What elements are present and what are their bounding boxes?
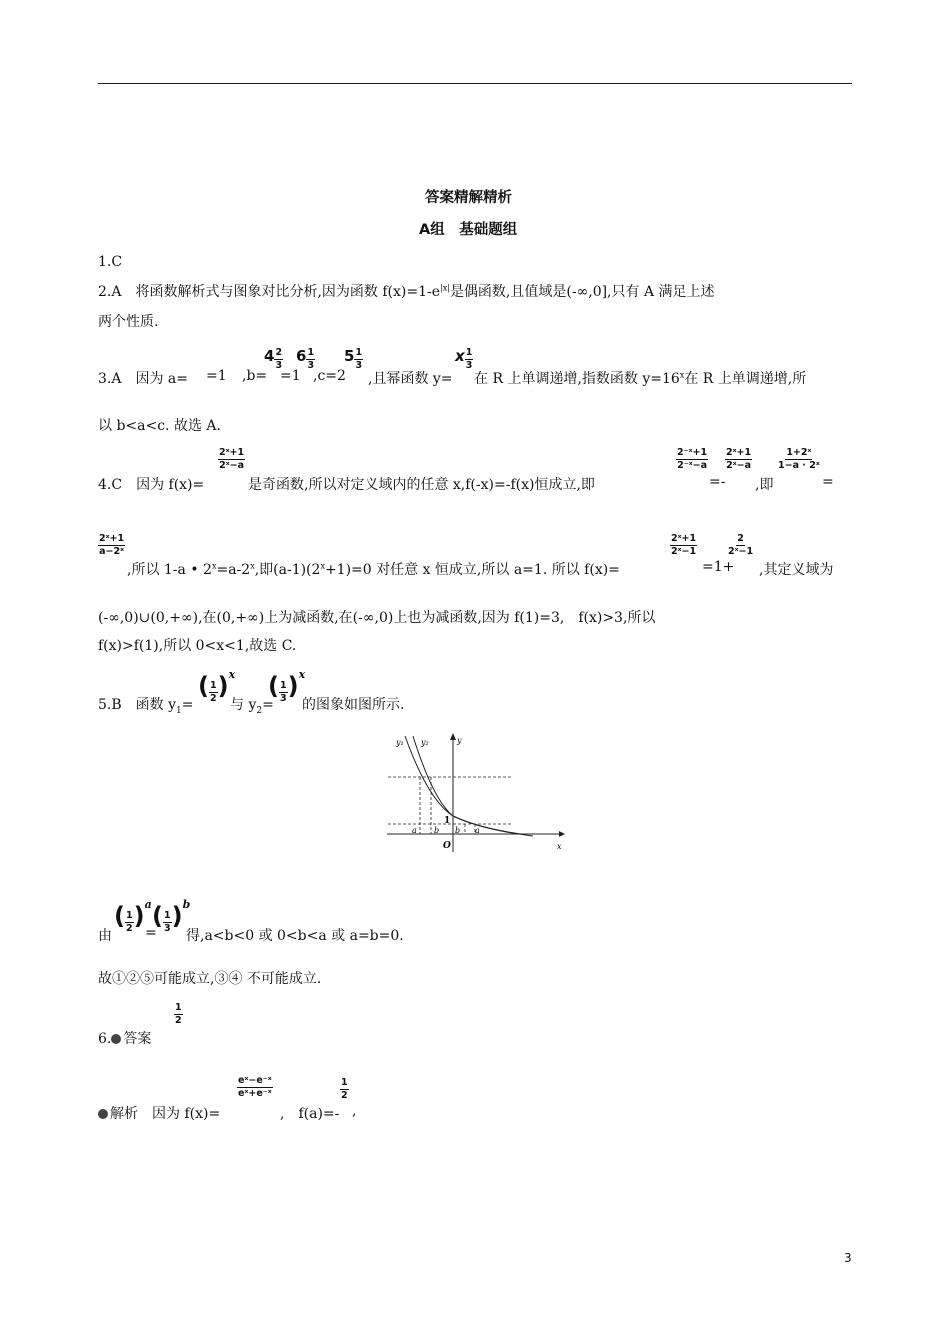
q1-answer: 1.C bbox=[98, 254, 123, 270]
q4-frac-num: 2ˣ+1 bbox=[219, 447, 245, 458]
q4-frac-7 bbox=[727, 534, 754, 557]
q3-term-num: 2 bbox=[275, 347, 283, 358]
q4-frac-den: 2ˣ−a bbox=[219, 459, 244, 471]
q6-frac-den: eˣ+e⁻ˣ bbox=[238, 1087, 272, 1099]
q3-term-num: 1 bbox=[307, 347, 315, 358]
q3-term-den: 3 bbox=[307, 359, 315, 371]
q3-term-base: 5 bbox=[344, 347, 355, 365]
q5-l2-prefix: 由 bbox=[98, 928, 112, 944]
answer-title: 答案精解精析 bbox=[425, 190, 512, 206]
x-axis-arrow bbox=[559, 831, 565, 837]
q4-exp: x bbox=[250, 561, 255, 571]
q4-text-3: =- bbox=[709, 474, 726, 490]
q3-term-den: 3 bbox=[275, 359, 283, 371]
q4-exp: x bbox=[211, 561, 217, 571]
q6-answer-line bbox=[98, 1028, 151, 1048]
q3-prefix: 3.A 因为 a= bbox=[98, 371, 188, 387]
label-origin: O bbox=[443, 841, 451, 851]
q5-exp-b: b bbox=[182, 898, 191, 911]
q3-text-8: 在 R 上单调递增,所 bbox=[684, 371, 807, 387]
q6-frac-2 bbox=[340, 1078, 349, 1101]
label-x: x bbox=[557, 842, 562, 851]
q6-answer-label: 答案 bbox=[123, 1031, 152, 1047]
q4-frac-num: 2⁻ˣ+1 bbox=[677, 447, 708, 458]
q4-frac-3 bbox=[725, 448, 752, 471]
q4-frac-5 bbox=[98, 534, 125, 557]
q5-frac-num: 1 bbox=[163, 910, 171, 921]
q4-exp: x bbox=[320, 561, 325, 571]
q5-base-2: ( $\frac{1}{3}$ )$^x$ bbox=[268, 668, 306, 704]
q6-end: , bbox=[352, 1103, 357, 1119]
q5-l2-base-1: ( $\frac{1}{2}$ )$^a$ bbox=[114, 898, 152, 934]
q5-sub-2: 2 bbox=[256, 705, 263, 716]
q3-term-den: 3 bbox=[465, 359, 473, 371]
q5-text-2: = bbox=[181, 697, 194, 713]
q5-l2-base-2: ( $\frac{1}{3}$ )$^b$ bbox=[152, 898, 191, 934]
q3-term-num: 1 bbox=[355, 347, 363, 358]
q6-frac-num: 1 bbox=[341, 1077, 348, 1088]
label-y1: y₁ bbox=[396, 738, 404, 747]
group-title: A组 基础题组 bbox=[419, 222, 518, 238]
q2-line1 bbox=[98, 281, 715, 301]
q6-fa: , f(a)=- bbox=[280, 1106, 340, 1122]
q4-frac-den: 2ˣ−a bbox=[726, 459, 751, 471]
q2-text-a: 2.A 将函数解析式与图象对比分析,因为函数 f(x)=1-e bbox=[98, 284, 441, 300]
q3-term-c bbox=[344, 347, 363, 371]
q4-text-2: 是奇函数,所以对定义域内的任意 x,f(-x)=-f(x)恒成立,即 bbox=[248, 477, 595, 493]
q4-frac-den: 2ˣ−1 bbox=[671, 545, 697, 557]
page-number: 3 bbox=[844, 1251, 852, 1265]
q3-power: ,且幂函数 y= bbox=[368, 371, 453, 387]
q4-text-9: +1)=0 对任意 x 恒成立,所以 a=1. 所以 f(x)= bbox=[324, 562, 620, 578]
q6-number: 6. bbox=[98, 1031, 112, 1047]
label-y2: y₂ bbox=[421, 738, 429, 747]
q4-text-4: ,即 bbox=[755, 477, 774, 493]
q6-frac-num: 1 bbox=[175, 1002, 182, 1013]
analysis-bullet-icon bbox=[98, 1109, 108, 1119]
label-y: y bbox=[457, 736, 462, 745]
q4-line3: (-∞,0)∪(0,+∞),在(0,+∞)上为减函数,在(-∞,0)上也为减函数,因为 f(1)=3, f(x)>3,所以 bbox=[98, 610, 656, 626]
q4-line2-text bbox=[127, 559, 620, 579]
q3-text-7: 在 R 上单调递增,指数函数 y=16 bbox=[474, 371, 680, 387]
q6-frac-den: 2 bbox=[175, 1014, 182, 1026]
q2-line2: 两个性质. bbox=[98, 314, 159, 330]
label-one: 1 bbox=[444, 816, 451, 826]
q4-frac-den: 2⁻ˣ−a bbox=[677, 459, 708, 471]
q4-text-6: ,所以 1-a • 2 bbox=[127, 562, 212, 578]
curve-y1 bbox=[405, 736, 533, 836]
q2-exponent: |x| bbox=[440, 283, 450, 293]
q5-exp-x: x bbox=[298, 668, 306, 681]
q4-frac-6 bbox=[670, 534, 697, 557]
q5-sub-1: 1 bbox=[176, 705, 182, 716]
q6-frac-1 bbox=[237, 1076, 273, 1099]
q4-frac-4 bbox=[777, 448, 821, 471]
q3-term-num: 1 bbox=[465, 347, 473, 358]
q4-text-5: = bbox=[822, 474, 834, 490]
q4-frac-1 bbox=[218, 448, 245, 471]
q5-l2-text: 得,a<b<0 或 0<b<a 或 a=b=0. bbox=[186, 928, 404, 944]
q4-line4: f(x)>f(1),所以 0<x<1,故选 C. bbox=[98, 638, 297, 654]
exponential-graph bbox=[383, 730, 573, 854]
q5-text-5: 的图象如图所示. bbox=[302, 697, 405, 713]
q4-text-8: ,即(a-1)(2 bbox=[254, 562, 321, 578]
q4-frac-den: a−2ˣ bbox=[99, 545, 124, 557]
q4-prefix: 4.C 因为 f(x)= bbox=[98, 477, 205, 493]
q6-analysis-text: 解析 因为 f(x)= bbox=[110, 1106, 221, 1122]
q5-prefix bbox=[98, 694, 193, 716]
q4-frac-2 bbox=[676, 448, 708, 471]
q4-frac-num: 2ˣ+1 bbox=[726, 447, 752, 458]
q3-b: ,b= bbox=[242, 368, 268, 384]
q5-exp-x: x bbox=[228, 668, 236, 681]
q3-line2: 以 b<a<c. 故选 A. bbox=[98, 418, 221, 434]
q5-frac-num: 1 bbox=[125, 910, 133, 921]
q5-text-1: 5.B 函数 y bbox=[98, 697, 177, 713]
q4-text-10: =1+ bbox=[702, 559, 735, 575]
q6-frac-den: 2 bbox=[341, 1089, 348, 1101]
q5-text-4: = bbox=[262, 697, 274, 713]
q5-frac-den: 2 bbox=[209, 692, 217, 704]
q3-exp: x bbox=[679, 370, 685, 380]
header-rule bbox=[98, 83, 852, 84]
q5-line3: 故①②⑤可能成立,③④ 不可能成立. bbox=[98, 971, 322, 987]
q3-c: ,c=2 bbox=[313, 368, 346, 384]
q3-term-base: 4 bbox=[264, 347, 275, 365]
q3-term-base: 6 bbox=[296, 347, 307, 365]
label-b-right: b bbox=[455, 826, 461, 835]
q4-frac-num: 2 bbox=[737, 533, 744, 544]
curve-y2 bbox=[413, 736, 521, 834]
q4-frac-den: 2ˣ−1 bbox=[728, 545, 754, 557]
q5-exp-a: a bbox=[144, 898, 152, 911]
q4-text-7: =a-2 bbox=[216, 562, 251, 578]
q5-text-3: 与 y bbox=[230, 697, 257, 713]
q4-text-11: ,其定义域为 bbox=[759, 562, 834, 578]
q3-eq2: =1 bbox=[280, 368, 301, 384]
q3-tail bbox=[474, 368, 806, 388]
q4-frac-den: 1−a · 2ˣ bbox=[778, 459, 820, 471]
label-a-left: a bbox=[412, 826, 417, 835]
q5-frac-den: 3 bbox=[279, 692, 287, 704]
q6-answer-frac bbox=[174, 1003, 183, 1026]
q5-frac-num: 1 bbox=[209, 680, 217, 691]
answer-bullet-icon bbox=[111, 1034, 121, 1044]
q3-term-den: 3 bbox=[355, 359, 363, 371]
q5-frac-den: 2 bbox=[125, 922, 133, 934]
q3-eq1: =1 bbox=[206, 368, 227, 384]
q5-frac-num: 1 bbox=[279, 680, 287, 691]
q2-text-b: 是偶函数,且值域是(-∞,0],只有 A 满足上述 bbox=[449, 284, 715, 300]
q6-frac-num: eˣ−e⁻ˣ bbox=[238, 1075, 272, 1086]
y-axis-arrow bbox=[450, 733, 456, 740]
q4-frac-num: 2ˣ+1 bbox=[99, 533, 125, 544]
q3-term-x bbox=[455, 347, 473, 371]
q4-frac-num: 2ˣ+1 bbox=[671, 533, 697, 544]
q6-analysis-line bbox=[98, 1103, 220, 1123]
q5-l2-eq: = bbox=[145, 925, 157, 941]
q3-term-base: x bbox=[455, 347, 465, 365]
q5-base-1: ( $\frac{1}{2}$ )$^x$ bbox=[198, 668, 236, 704]
q4-frac-num: 1+2ˣ bbox=[786, 447, 812, 458]
q5-frac-den: 3 bbox=[163, 922, 171, 934]
label-a-right: a bbox=[475, 826, 480, 835]
label-b-left: b bbox=[434, 826, 440, 835]
